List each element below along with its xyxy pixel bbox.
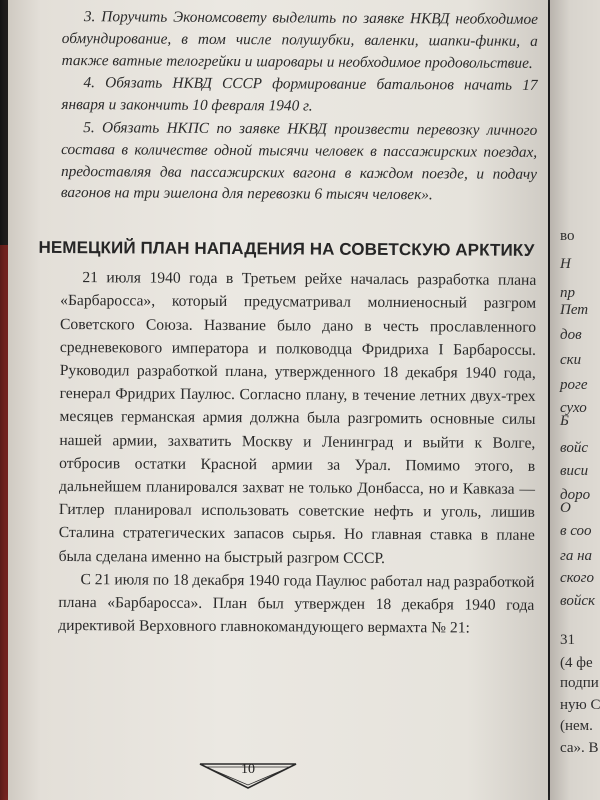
right-page-line: виси <box>560 463 589 479</box>
section-title: НЕМЕЦКИЙ ПЛАН НАПАДЕНИЯ НА СОВЕТСКУЮ АРКТИКУ <box>38 238 535 261</box>
right-page-line: га на <box>560 548 593 564</box>
right-page-line: ную С <box>560 697 600 713</box>
right-page-line: 31 <box>560 632 575 648</box>
decree-item-4: 4. Обязать НКВД СССР формирование батальонов начать 17 января и закончить 10 февраля 1940 г. <box>61 74 538 115</box>
decree-item-3: 3. Поручить Экономсовету выделить по заявке НКВД необходимое обмундирование, в том числе полушубки, валенки, шапки-финки, а также ватные телогрейки и шаровары и необходимое продовольствие. <box>61 8 538 72</box>
page-footer <box>198 760 298 790</box>
right-page-line: сухо <box>560 400 587 416</box>
right-book-page <box>550 0 600 800</box>
right-page-line: войс <box>560 440 588 456</box>
right-page-line: Н <box>560 256 571 272</box>
left-book-page <box>8 0 548 800</box>
paragraph-1: 21 июля 1940 года в Третьем рейхе началась разработка плана «Барбаросса», который предусматривал молниеносный разгром Советского Союза. Название было дано в честь прославленного средневекового императора и полководца Фридриха I Барбароссы. Руководил разработкой плана, утвержденного 18 декабря 1940 года, генерал Фридрих Паулюс. Согласно плану, в течение летних двух-трех месяцев германская армия должна была разгромить основные силы нашей армии, захватить Москву и Ленинград и выйти к Волге, отбросив остатки Красной армии за Урал. Помимо этого, в дальнейшем планировался захват не только Донбасса, но и Кавказа — Гитлер планировал использовать советские нефть и уголь, лишив Сталина стратегических запасов сырья. Но главная ставка в плане была сделана именно на быстрый разгром СССР. <box>58 269 537 567</box>
decree-item-5: 5. Обязать НКПС по заявке НКВД произвести перевозку личного состава в количестве одной тысячи человек в пассажирских поездах, предоставляя два пассажирских вагона в каждом поезде, и подачу вагонов на три эшелона для перевозки 6 тысяч человек». <box>60 119 538 204</box>
right-page-line: ски <box>560 352 582 368</box>
right-page-line: са». В <box>560 740 599 756</box>
right-page-line: (4 фе <box>560 655 593 671</box>
right-page-line: роге <box>560 377 588 393</box>
right-page-line: подпи <box>560 675 599 691</box>
right-page-line: дов <box>560 327 582 343</box>
right-page-line: пр <box>560 285 575 301</box>
right-page-line: доро <box>560 487 591 503</box>
decree-items <box>61 6 538 207</box>
right-page-line: войск <box>560 593 595 609</box>
paragraph-2: С 21 июля по 18 декабря 1940 года Паулюс работал над разработкой плана «Барбаросса». План был утвержден 18 декабря 1940 года директивой Верховного главнокомандующего вермахта № 21: <box>58 570 535 637</box>
body-text <box>58 266 536 640</box>
right-page-line: во <box>560 228 575 244</box>
right-page-line: О <box>560 500 571 516</box>
right-page-line: ского <box>560 570 594 586</box>
right-page-line: (нем. <box>560 718 593 734</box>
right-page-line: в соо <box>560 523 592 539</box>
page-content <box>38 6 538 640</box>
page-number: 10 <box>241 762 255 777</box>
right-page-line: Б <box>560 413 569 429</box>
right-page-line: Пет <box>560 302 589 318</box>
